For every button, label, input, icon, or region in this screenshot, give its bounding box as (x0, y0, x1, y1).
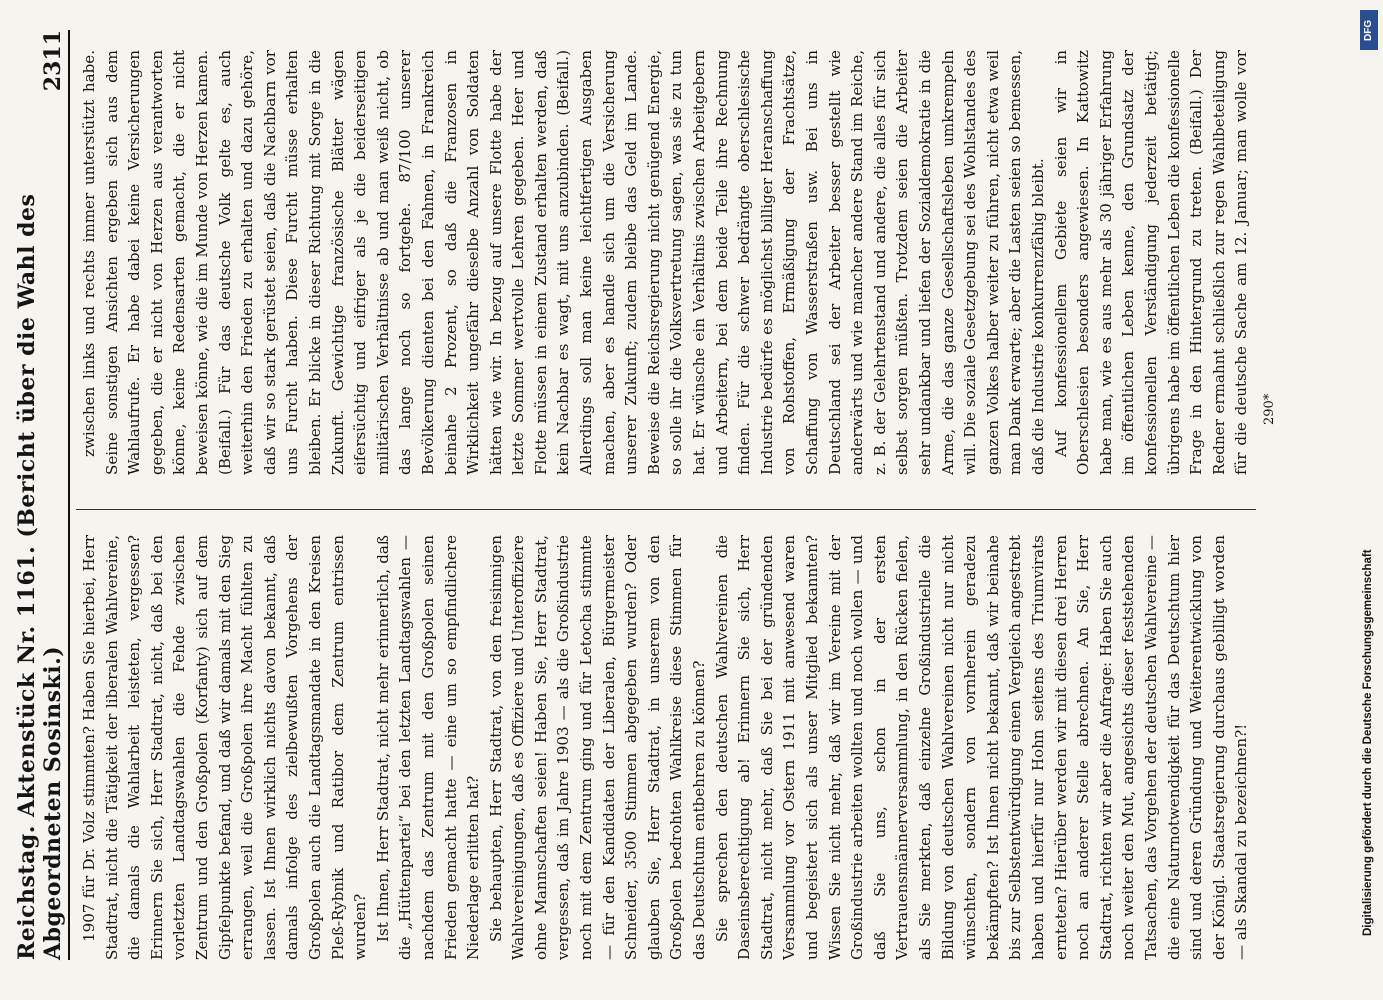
header-title: Reichstag. Aktenstück Nr. 1161. (Bericht über die Wahl des Abgeordneten Sosinski.) (14, 193, 66, 960)
paragraph: zwischen links und rechts immer unterstützt habe. Seine sonstigen Ansichten ergeben sich aus dem Wahlaufrufe. Er habe dabei keine Versicherungen gegeben, die er nicht von Herzen aus verantworten könne, keine Redensarten gemacht, die er nicht beweisen könne, wie die im Munde von Herzen kamen. (Beifall.) Für das deutsche Volk gelte es, auch weiterhin den Frieden zu erhalten und dazu gehöre, daß wir so stark gerüstet seien, daß die Nachbarn vor uns Furcht haben. Diese Furcht müsse erhalten bleiben. Er blicke in dieser Richtung mit Sorge in die Zukunft. Gewichtige französische Blätter wägen eifersüchtig und eifriger als je die beiderseitigen militärischen Verhältnisse ab und man weiß nicht, ob das lange noch so fortgehe. 87/100 unserer Bevölkerung dienten bei den Fahnen, in Frankreich beinahe 2 Prozent, so daß die Franzosen in Wirklichkeit ungefähr dieselbe Anzahl von Soldaten hätten wie wir. In bezug auf unsere Flotte habe der letzte Sommer wertvolle Lehren gegeben. Heer und Flotte müssen in einem Zustand erhalten werden, daß kein Nachbar es wagt, mit uns anzubinden. (Beifall.) Allerdings soll man keine leichtfertigen Ausgaben machen, aber es handle sich um die Versicherung unserer Zukunft; zudem bleibe das Geld im Lande. Beweise die Reichsregierung nicht genügend Energie, so solle ihr die Volksvertretung sagen, was sie zu tun hat. Er wünsche ein Verhältnis zwischen Arbeitgebern und Arbeitern, bei dem beide Teile ihre Rechnung finden. Für die schwer bedrängte oberschlesische Industrie bedürfe es möglichst billiger Heranschaffung von Rohstoffen, Ermäßigung der Frachtsätze, Schaffung von Wasserstraßen usw. Bei uns in Deutschland sei der Arbeiter besser gestellt wie anderwärts und wie mancher andere Stand im Reiche, z. B. der Gelehrtenstand und andere, die alles für sich selbst sorgen müßten. Trotzdem seien die Arbeiter sehr undankbar und liefen der Sozialdemokratie in die Arme, die das ganze Gesellschaftsleben umkrempeln will. Die soziale Gesetzgebung sei des Wohlstandes des ganzen Volkes halber weiter zu führen, nicht etwa weil man Dank erwarte; aber die Lasten seien so bemessen, daß die Industrie konkurrenzfähig bleibt. (80, 50, 1047, 475)
page-header (14, 30, 70, 960)
paragraph: Ist Ihnen, Herr Stadtrat, nicht mehr erinnerlich, daß die „Hüttenpartei“ bei den letzten Landtagswahlen — nachdem das Zentrum mit den Großpolen seinen Frieden gemacht hatte — eine um so empfindlichere Niederlage erlitten hat? (373, 535, 483, 960)
paragraph: Auf konfessionellem Gebiete seien wir in Oberschlesien besonders angewiesen. In Kattowitz habe man, wie es aus mehr als 30 jähriger Erfahrung im öffentlichen Leben kenne, den Grundsatz der konfessionellen Verständigung jederzeit betätigt; übrigens habe im öffentlichen Leben die konfessionelle Frage in den Hintergrund zu treten. (Beifall.) Der Redner ermahnt schließlich zur regen Wahlbeteiligung für die deutsche Sache am 12. Januar; man wolle vor (1051, 50, 1251, 475)
column-divider (76, 509, 1256, 510)
paragraph: 1907 für Dr. Volz stimmten? Haben Sie hierbei, Herr Stadtrat, nicht die Tätigkeit der liberalen Wahlvereine, die damals die Wahlarbeit leisteten, vergessen? Erinnern Sie sich, Herr Stadtrat, nicht, daß bei den vorletzten Landtagswahlen die Fehde zwischen Zentrum und den Großpolen (Korfanty) sich auf dem Gipfelpunkte befand, und daß wir damals mit den Sieg errangen, weil die Großpolen ihre Macht fühlten zu lassen. Ist Ihnen wirklich nichts davon bekannt, daß damals infolge des zielbewußten Vorgehens der Großpolen auch die Landtagsmandate in den Kreisen Pleß-Rybnik und Ratibor dem Zentrum entrissen wurden? (80, 535, 370, 960)
rotated-page (14, 0, 1290, 1000)
dfg-logo: DFG (1360, 10, 1378, 50)
paragraph: Sie behaupten, Herr Stadtrat, von den freisinnigen Wahlvereinigungen, daß es Offiziere und Unteroffiziere ohne Mannschaften seien! Haben Sie, Herr Stadtrat, vergessen, daß im Jahre 1903 — als die Großindustrie noch mit dem Zentrum ging und für Letocha stimmte — für den Kandidaten der Liberalen, Bürgermeister Schneider, 3500 Stimmen abgegeben wurden? Oder glauben Sie, Herr Stadtrat, in unserem von den Großpolen bedrohten Wahlkreise diese Stimmen für das Deutschtum entbehren zu können? (486, 535, 709, 960)
right-column (78, 50, 1253, 475)
credit-text: Digitalisierung gefördert durch die Deutsche Forschungsgemeinschaft (1362, 549, 1374, 936)
left-column (78, 535, 1253, 960)
credit-strip (1358, 6, 1380, 996)
signature-mark: 290* (1262, 393, 1277, 425)
paragraph: Sie sprechen den deutschen Wahlvereinen die Daseinsberechtigung ab! Erinnern Sie sich, Herr Stadtrat, nicht mehr, daß Sie bei der gründenden Versammlung vor Ostern 1911 mit anwesend waren und begeistert sich als unser Mitglied bekannten? Wissen Sie nicht mehr, daß wir im Vereine mit der Großindustrie arbeiten wollten und noch wollen — und daß Sie uns, schon in der ersten Vertrauensmännerversammlung, in den Rücken fielen, als Sie merkten, daß einzelne Großindustrielle die Bildung von deutschen Wahlvereinen nicht nur nicht wünschten, sondern von vornherein geradezu bekämpften? Ist Ihnen nicht bekannt, daß wir beinahe bis zur Selbstentwürdigung einen Vergleich angestrebt haben und hierfür nur Hohn seitens des Triumvirats ernteten? Hierüber werden wir mit diesen drei Herren noch an anderer Stelle abrechnen. An Sie, Herr Stadtrat, richten wir aber die Anfrage: Haben Sie auch noch weiter den Mut, angesichts dieser feststehenden Tatsachen, das Vorgehen der deutschen Wahlvereine — die eine Naturnotwendigkeit für das Deutschtum hier sind und deren Gründung und Weiterentwicklung von der Königl. Staatsregierung durchaus gebilligt worden — als Skandal zu bezeichnen?! (712, 535, 1251, 960)
page-number: 2311 (40, 30, 66, 92)
